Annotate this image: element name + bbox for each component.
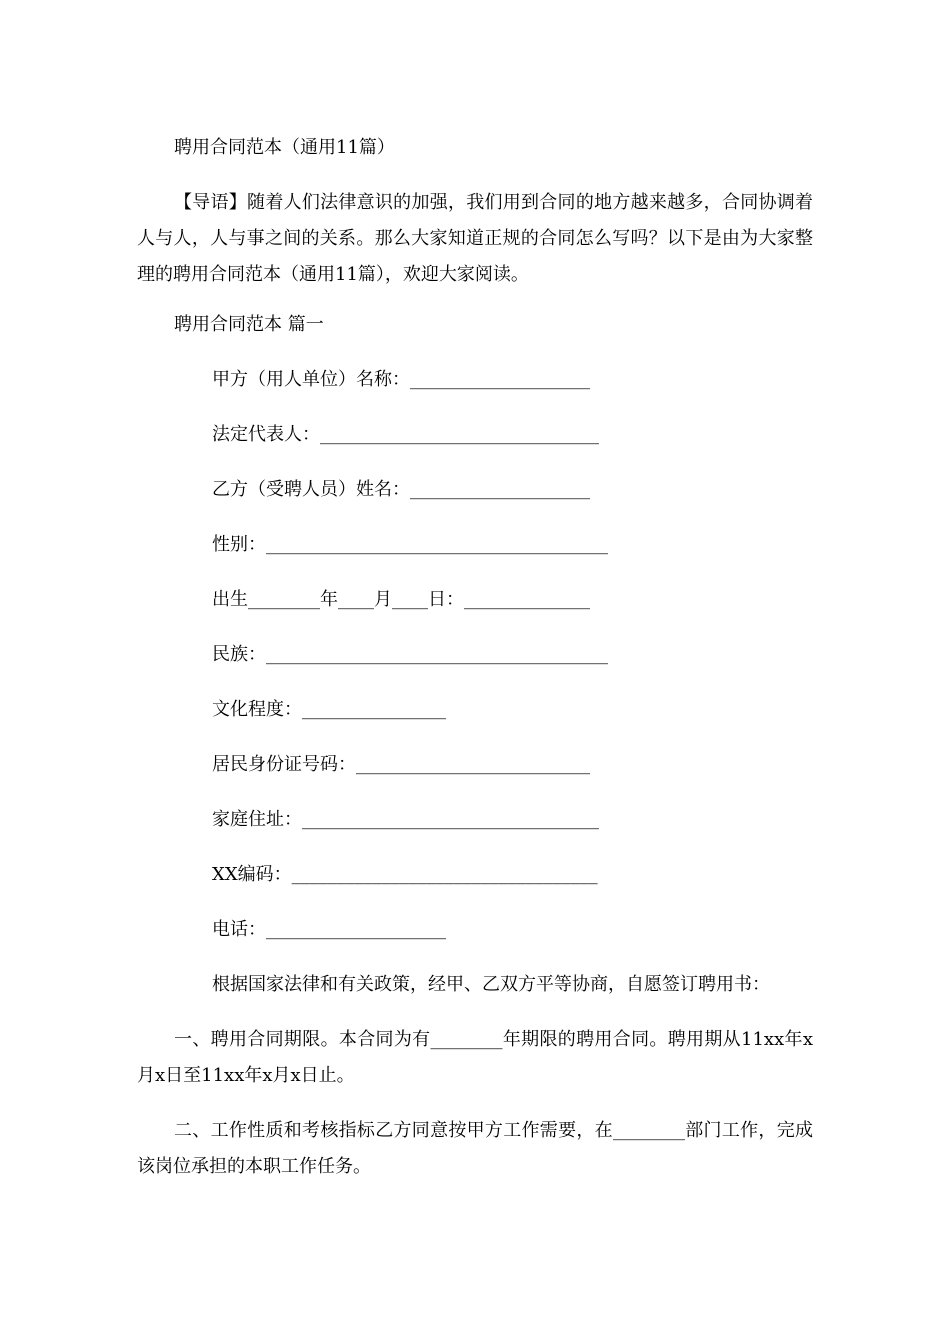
field-id-number: 居民身份证号码：__________________________ [212, 754, 590, 775]
section-heading: 聘用合同范本 篇一 [174, 314, 324, 335]
document-title: 聘用合同范本（通用11篇） [174, 137, 395, 158]
clause-contract-term: 一、聘用合同期限。本合同为有________年期限的聘用合同。聘用期从11xx年x月x日至11xx年x月x日止。 [137, 1029, 813, 1086]
field-postal-code: XX编码：__________________________________ [212, 864, 598, 885]
field-employee-name: 乙方（受聘人员）姓名：____________________ [212, 479, 590, 500]
field-employer-name: 甲方（用人单位）名称：____________________ [212, 369, 590, 390]
field-phone: 电话：____________________ [212, 919, 446, 940]
field-birth-date: 出生________年____月____日：______________ [212, 589, 590, 610]
field-ethnicity: 民族：______________________________________ [212, 644, 608, 665]
field-education: 文化程度：________________ [212, 699, 446, 720]
field-home-address: 家庭住址：_________________________________ [212, 809, 599, 830]
agreement-statement: 根据国家法律和有关政策，经甲、乙双方平等协商，自愿签订聘用书： [212, 974, 770, 995]
intro-paragraph: 【导语】随着人们法律意识的加强，我们用到合同的地方越来越多，合同协调着人与人，人与事之间的关系。那么大家知道正规的合同怎么写吗？以下是由为大家整理的聘用合同范本（通用11篇），欢迎大家阅读。 [137, 192, 813, 285]
field-gender: 性别：______________________________________ [212, 534, 608, 555]
clause-job-nature: 二、工作性质和考核指标乙方同意按甲方工作需要，在________部门工作，完成该岗位承担的本职工作任务。 [137, 1120, 813, 1177]
field-legal-representative: 法定代表人：_______________________________ [212, 424, 599, 445]
